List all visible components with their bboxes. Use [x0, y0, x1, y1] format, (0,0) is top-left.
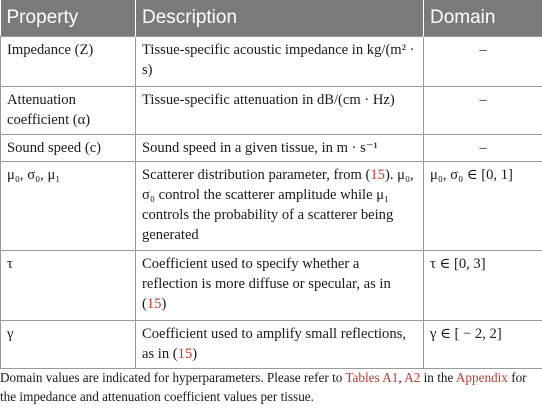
domain-cell: –	[424, 86, 542, 134]
domain-cell: μ₀, σ₀ ∈ [0, 1]	[424, 161, 542, 250]
description-text: ). μ₀, σ₀ control the scatterer amplitude while μ₁ controls the probability of a scatterer being generated	[142, 166, 414, 243]
table-footnote	[0, 368, 542, 406]
property-cell: μ₀, σ₀, μ₁	[1, 161, 136, 250]
footnote-text: for the impedance and attenuation coefficient values per tissue.	[0, 370, 527, 404]
description-text: )	[192, 345, 198, 362]
header-description: Description	[136, 0, 424, 36]
description-cell: Tissue-specific attenuation in dB/(cm · Hz)	[136, 86, 424, 134]
domain-cell: –	[424, 134, 542, 161]
description-text: )	[161, 295, 167, 312]
property-cell: Impedance (Z)	[1, 36, 136, 86]
property-cell: Sound speed (c)	[1, 134, 136, 161]
table-header-row	[1, 0, 542, 36]
table-row	[1, 161, 542, 250]
reference-link[interactable]: 15	[370, 166, 385, 183]
description-cell	[136, 250, 424, 320]
header-property: Property	[1, 0, 136, 36]
table-row	[1, 250, 542, 320]
domain-cell: τ ∈ [0, 3]	[424, 250, 542, 320]
description-cell: Sound speed in a given tissue, in m · s⁻¹	[136, 134, 424, 161]
property-cell: Attenuation coefficient (α)	[1, 86, 136, 134]
description-text: Coefficient used to amplify small reflections, as in (	[142, 325, 406, 362]
table-row	[1, 134, 542, 161]
footnote-text: in the	[420, 370, 456, 385]
footnote-text: ,	[398, 370, 405, 385]
description-text: Scatterer distribution parameter, from (	[142, 166, 371, 183]
table-a2-link[interactable]: A2	[404, 370, 421, 385]
description-cell: Tissue-specific acoustic impedance in kg/(m² · s)	[136, 36, 424, 86]
table-row	[1, 86, 542, 134]
appendix-link[interactable]: Appendix	[455, 370, 508, 385]
property-cell: γ	[1, 320, 136, 368]
property-cell: τ	[1, 250, 136, 320]
domain-cell: γ ∈ [ − 2, 2]	[424, 320, 542, 368]
description-cell	[136, 320, 424, 368]
reference-link[interactable]: 15	[146, 295, 162, 312]
footnote-text: Domain values are indicated for hyperparameters. Please refer to	[0, 370, 346, 385]
table-row	[1, 320, 542, 368]
domain-cell: –	[424, 36, 542, 86]
header-domain: Domain	[424, 0, 542, 36]
table-row	[1, 36, 542, 86]
tables-a1-link[interactable]: Tables A1	[345, 370, 399, 385]
description-text: Coefficient used to specify whether a reflection is more diffuse or specular, as in (	[142, 255, 391, 312]
description-cell	[136, 161, 424, 250]
reference-link[interactable]: 15	[177, 345, 193, 362]
